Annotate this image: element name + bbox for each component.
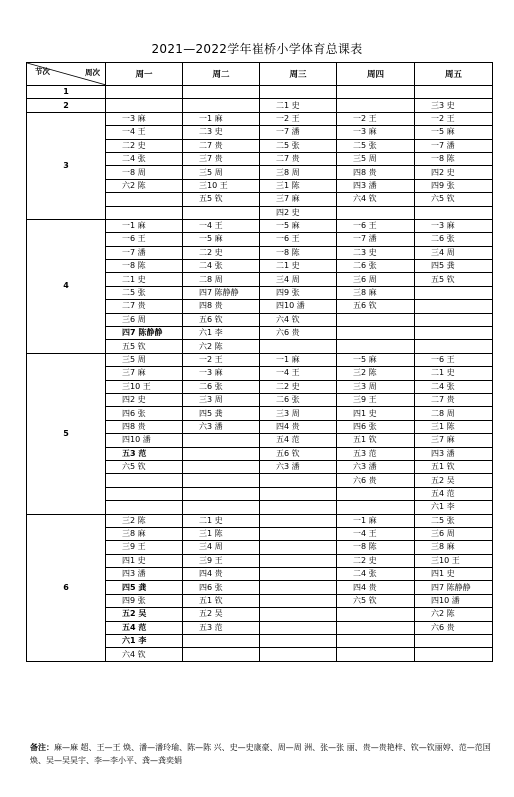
class-cell: 五1 钦 (415, 460, 493, 473)
class-cell: 三9 王 (106, 541, 183, 554)
schedule-body (27, 86, 493, 662)
class-cell: 六3 潘 (183, 420, 260, 433)
class-cell: 四10 潘 (415, 594, 493, 607)
class-cell (260, 648, 337, 661)
class-cell: 五1 钦 (337, 434, 415, 447)
class-cell: 六2 陈 (106, 179, 183, 192)
class-cell (183, 460, 260, 473)
class-cell: 一2 王 (337, 112, 415, 125)
class-cell (106, 487, 183, 500)
class-cell (260, 568, 337, 581)
class-cell: 一8 陈 (337, 541, 415, 554)
class-cell: 一8 周 (106, 166, 183, 179)
remarks-text: 麻—麻 超、王—王 焕、潘—潘玲瑜、陈—陈 兴、史—史康豪、周—周 洲、张—张 丽、贵—贵艳梓、钦—钦丽婷、范—范国焕、吴—吴昊宇、李—李小平、龚—龚奕娟 (30, 743, 491, 765)
class-cell: 二3 史 (337, 246, 415, 259)
class-cell: 六6 贵 (415, 621, 493, 634)
header-row (27, 63, 493, 86)
class-cell: 四6 张 (337, 420, 415, 433)
class-cell: 四5 龚 (106, 581, 183, 594)
class-cell (260, 527, 337, 540)
period-cell: 1 (27, 86, 106, 99)
class-cell: 一3 麻 (183, 367, 260, 380)
class-cell (183, 206, 260, 219)
class-cell: 四8 贵 (337, 166, 415, 179)
class-cell (337, 327, 415, 340)
class-cell: 三3 周 (260, 407, 337, 420)
class-cell (260, 621, 337, 634)
day-header-fri: 周五 (415, 63, 493, 86)
class-cell: 三7 麻 (415, 434, 493, 447)
class-cell: 三6 周 (337, 273, 415, 286)
class-cell (415, 327, 493, 340)
class-cell: 五6 钦 (260, 447, 337, 460)
class-cell (183, 447, 260, 460)
class-cell: 三3 史 (415, 99, 493, 112)
corner-header (27, 63, 106, 86)
class-cell: 四8 贵 (183, 300, 260, 313)
period-cell: 4 (27, 219, 106, 353)
class-cell: 四2 史 (106, 393, 183, 406)
class-cell: 六2 陈 (183, 340, 260, 353)
class-cell: 六3 潘 (260, 460, 337, 473)
class-cell: 二6 张 (183, 380, 260, 393)
class-cell: 四7 陈静静 (106, 327, 183, 340)
class-cell: 二5 张 (337, 139, 415, 152)
class-cell: 六6 贵 (260, 327, 337, 340)
class-cell (106, 474, 183, 487)
class-cell: 一5 麻 (337, 353, 415, 366)
class-cell: 二5 张 (106, 286, 183, 299)
class-cell (106, 501, 183, 514)
class-cell: 五1 钦 (183, 594, 260, 607)
class-cell: 三2 陈 (337, 367, 415, 380)
class-cell: 四6 张 (183, 581, 260, 594)
class-cell: 三4 周 (260, 273, 337, 286)
class-cell (183, 86, 260, 99)
class-cell: 二4 张 (183, 260, 260, 273)
class-cell (415, 300, 493, 313)
class-cell: 三1 陈 (183, 527, 260, 540)
class-cell: 二1 史 (106, 273, 183, 286)
class-cell: 二1 史 (260, 99, 337, 112)
class-cell: 一5 麻 (183, 233, 260, 246)
class-cell: 二7 贵 (260, 152, 337, 165)
class-cell: 二8 周 (415, 407, 493, 420)
class-cell (337, 608, 415, 621)
class-cell: 三4 周 (183, 541, 260, 554)
table-row (27, 219, 493, 232)
class-cell: 三1 陈 (415, 420, 493, 433)
class-cell: 二8 周 (183, 273, 260, 286)
class-cell (260, 86, 337, 99)
class-cell: 一2 王 (415, 112, 493, 125)
class-cell: 三10 王 (106, 380, 183, 393)
class-cell (260, 635, 337, 648)
class-cell: 二4 张 (106, 152, 183, 165)
class-cell (183, 474, 260, 487)
class-cell (183, 434, 260, 447)
corner-label-period: 节次 (35, 67, 50, 76)
class-cell: 一6 王 (337, 219, 415, 232)
class-cell: 四1 史 (415, 568, 493, 581)
class-cell (337, 313, 415, 326)
class-cell: 一3 麻 (106, 112, 183, 125)
class-cell (183, 99, 260, 112)
class-cell: 五3 范 (106, 447, 183, 460)
class-cell: 五5 钦 (183, 193, 260, 206)
table-row (27, 514, 493, 527)
class-cell (183, 501, 260, 514)
table-row (27, 86, 493, 99)
class-cell: 一4 王 (337, 527, 415, 540)
class-cell (415, 635, 493, 648)
class-cell: 一3 麻 (337, 126, 415, 139)
class-cell: 五3 范 (337, 447, 415, 460)
class-cell: 二5 张 (415, 514, 493, 527)
class-cell: 六5 钦 (337, 594, 415, 607)
class-cell: 三9 王 (337, 393, 415, 406)
period-cell: 2 (27, 99, 106, 112)
class-cell: 四8 贵 (106, 420, 183, 433)
class-cell: 五6 钦 (337, 300, 415, 313)
class-cell: 五3 范 (183, 621, 260, 634)
class-cell: 二2 史 (260, 380, 337, 393)
class-cell: 二2 史 (183, 246, 260, 259)
class-cell (106, 86, 183, 99)
class-cell: 一8 陈 (106, 260, 183, 273)
class-cell: 六5 钦 (106, 460, 183, 473)
class-cell: 一5 麻 (415, 126, 493, 139)
class-cell (415, 86, 493, 99)
remarks-label: 备注： (30, 743, 54, 752)
class-cell (260, 514, 337, 527)
class-cell (260, 501, 337, 514)
class-cell: 五2 吴 (183, 608, 260, 621)
class-cell (260, 594, 337, 607)
class-cell: 二2 史 (106, 139, 183, 152)
class-cell: 一4 王 (260, 367, 337, 380)
class-cell: 二4 张 (415, 380, 493, 393)
page-title: 2021—2022学年崔桥小学体育总课表 (151, 42, 363, 56)
class-cell: 三6 周 (106, 313, 183, 326)
class-cell: 三7 贵 (183, 152, 260, 165)
class-cell: 二1 史 (415, 367, 493, 380)
class-cell: 五2 吴 (106, 608, 183, 621)
class-cell: 六1 李 (415, 501, 493, 514)
class-cell (106, 206, 183, 219)
class-cell (106, 99, 183, 112)
class-cell: 二3 史 (183, 126, 260, 139)
class-cell: 二6 张 (260, 393, 337, 406)
class-cell: 三8 麻 (415, 541, 493, 554)
class-cell (337, 99, 415, 112)
remarks (30, 741, 500, 767)
class-cell: 三3 周 (337, 380, 415, 393)
class-cell: 六1 李 (183, 327, 260, 340)
class-cell: 四3 潘 (415, 447, 493, 460)
class-cell: 四7 陈静静 (415, 581, 493, 594)
class-cell (337, 635, 415, 648)
class-cell: 二7 贵 (183, 139, 260, 152)
class-cell: 三5 周 (106, 353, 183, 366)
table-row (27, 99, 493, 112)
class-cell: 六4 钦 (260, 313, 337, 326)
class-cell: 一7 潘 (260, 126, 337, 139)
class-cell: 五6 钦 (183, 313, 260, 326)
class-cell: 四9 张 (260, 286, 337, 299)
class-cell (337, 206, 415, 219)
class-cell: 一2 王 (260, 112, 337, 125)
class-cell: 四7 陈静静 (183, 286, 260, 299)
period-cell: 3 (27, 112, 106, 219)
class-cell (260, 541, 337, 554)
class-cell: 二7 贵 (106, 300, 183, 313)
class-cell: 一8 陈 (260, 246, 337, 259)
class-cell: 四1 史 (337, 407, 415, 420)
day-header-thu: 周四 (337, 63, 415, 86)
class-cell: 三3 周 (183, 393, 260, 406)
class-cell: 一2 王 (183, 353, 260, 366)
class-cell: 一1 麻 (183, 112, 260, 125)
class-cell: 三7 麻 (106, 367, 183, 380)
class-cell: 三8 麻 (106, 527, 183, 540)
class-cell: 四4 贵 (337, 581, 415, 594)
class-cell (260, 474, 337, 487)
class-cell: 五5 钦 (106, 340, 183, 353)
class-cell: 三4 周 (415, 246, 493, 259)
class-cell (337, 501, 415, 514)
class-cell: 一6 王 (260, 233, 337, 246)
class-cell: 五4 范 (415, 487, 493, 500)
class-cell: 二4 张 (337, 568, 415, 581)
day-header-wed: 周三 (260, 63, 337, 86)
class-cell (260, 608, 337, 621)
class-cell: 一1 麻 (337, 514, 415, 527)
class-cell: 五5 钦 (415, 273, 493, 286)
class-cell: 三10 王 (183, 179, 260, 192)
class-cell (337, 340, 415, 353)
class-cell: 三1 陈 (260, 179, 337, 192)
class-cell: 三10 王 (415, 554, 493, 567)
class-cell: 六4 钦 (106, 648, 183, 661)
class-cell: 六6 贵 (337, 474, 415, 487)
class-cell (415, 648, 493, 661)
class-cell: 三8 麻 (337, 286, 415, 299)
class-cell (260, 554, 337, 567)
class-cell (260, 581, 337, 594)
class-cell: 四5 龚 (415, 260, 493, 273)
class-cell: 二1 史 (260, 260, 337, 273)
class-cell: 三2 陈 (106, 514, 183, 527)
class-cell: 一7 潘 (106, 246, 183, 259)
class-cell (415, 206, 493, 219)
class-cell: 三8 周 (260, 166, 337, 179)
class-cell (415, 340, 493, 353)
class-cell: 一5 麻 (260, 219, 337, 232)
class-cell: 三7 麻 (260, 193, 337, 206)
class-cell (260, 487, 337, 500)
class-cell: 一6 王 (106, 233, 183, 246)
class-cell (337, 648, 415, 661)
class-cell: 二2 史 (337, 554, 415, 567)
class-cell: 一1 麻 (106, 219, 183, 232)
class-cell: 四4 贵 (260, 420, 337, 433)
class-cell: 一8 陈 (415, 152, 493, 165)
class-cell: 四3 潘 (106, 568, 183, 581)
class-cell (415, 286, 493, 299)
class-cell: 四4 贵 (183, 568, 260, 581)
class-cell: 三6 周 (415, 527, 493, 540)
class-cell: 六3 潘 (337, 460, 415, 473)
table-row (27, 112, 493, 125)
class-cell: 二6 张 (415, 233, 493, 246)
class-cell: 五4 范 (260, 434, 337, 447)
class-cell: 四9 张 (415, 179, 493, 192)
class-cell: 一6 王 (415, 353, 493, 366)
class-cell: 三5 周 (337, 152, 415, 165)
class-cell: 三5 周 (183, 166, 260, 179)
class-cell: 四1 史 (106, 554, 183, 567)
class-cell: 一4 王 (183, 219, 260, 232)
class-cell: 四9 张 (106, 594, 183, 607)
class-cell: 一3 麻 (415, 219, 493, 232)
class-cell: 一7 潘 (337, 233, 415, 246)
class-cell (260, 340, 337, 353)
class-cell: 四10 潘 (260, 300, 337, 313)
corner-label-week: 周次 (85, 68, 100, 77)
class-cell: 一4 王 (106, 126, 183, 139)
class-cell: 五4 范 (106, 621, 183, 634)
class-cell: 六2 陈 (415, 608, 493, 621)
class-cell: 六1 李 (106, 635, 183, 648)
table-row (27, 353, 493, 366)
class-cell (337, 487, 415, 500)
class-cell: 四5 龚 (183, 407, 260, 420)
class-cell: 六4 钦 (337, 193, 415, 206)
day-header-tue: 周二 (183, 63, 260, 86)
class-cell: 四6 张 (106, 407, 183, 420)
class-cell (183, 648, 260, 661)
class-cell: 一7 潘 (415, 139, 493, 152)
class-cell: 四2 史 (260, 206, 337, 219)
class-cell: 四10 潘 (106, 434, 183, 447)
class-cell: 一1 麻 (260, 353, 337, 366)
class-cell: 三9 王 (183, 554, 260, 567)
class-cell: 二1 史 (183, 514, 260, 527)
class-cell: 六5 钦 (415, 193, 493, 206)
class-cell (337, 621, 415, 634)
class-cell: 四3 潘 (337, 179, 415, 192)
class-cell: 四2 史 (415, 166, 493, 179)
class-cell (183, 635, 260, 648)
class-cell: 五2 吴 (415, 474, 493, 487)
class-cell (337, 86, 415, 99)
period-cell: 6 (27, 514, 106, 661)
period-cell: 5 (27, 353, 106, 514)
class-cell (415, 313, 493, 326)
class-cell: 二6 张 (337, 260, 415, 273)
class-cell: 二5 张 (260, 139, 337, 152)
day-header-mon: 周一 (106, 63, 183, 86)
schedule-table (26, 62, 493, 662)
class-cell (183, 487, 260, 500)
class-cell: 二7 贵 (415, 393, 493, 406)
class-cell (106, 193, 183, 206)
